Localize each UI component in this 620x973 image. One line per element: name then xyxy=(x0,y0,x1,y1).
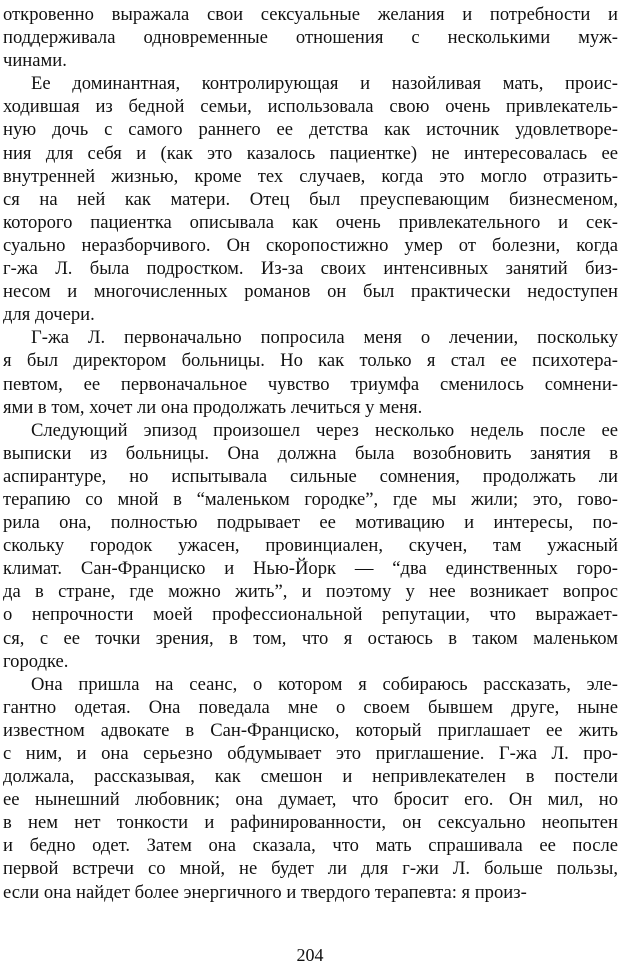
text-line: Следующий эпизод произошел через несколько недель после ее xyxy=(31,419,618,441)
text-line: первой встречи со мной, не будет ли для г-жи Л. больше пользы, xyxy=(3,858,618,880)
text-line: ями в том, хочет ли она продолжать лечиться у меня. xyxy=(3,396,423,418)
paragraph xyxy=(3,326,618,418)
text-line: которого пациентка описывала как очень привлекательного и сек- xyxy=(3,211,618,233)
text-line: несом и многочисленных романов он был практически недоступен xyxy=(3,281,618,303)
text-line: г-жа Л. была подростком. Из-за своих интенсивных занятий биз- xyxy=(3,258,618,280)
text-line: скольку городок ужасен, провинциален, скучен, там ужасный xyxy=(3,535,618,557)
paragraph xyxy=(3,419,618,673)
text-line: городке. xyxy=(3,650,69,672)
page-text xyxy=(3,3,618,904)
text-line: ся, с ее точки зрения, в том, что я остаюсь в таком маленьком xyxy=(3,627,618,649)
text-line: ходившая из бедной семьи, использовала свою очень привлекатель- xyxy=(3,96,618,118)
text-line: внутренней жизнью, кроме тех случаев, когда это могло отразить- xyxy=(3,165,618,187)
text-line: гантно одетая. Она поведала мне о своем бывшем друге, ныне xyxy=(3,696,618,718)
text-line: ее нынешний любовник; она думает, что бросит его. Он мил, но xyxy=(3,789,618,811)
text-line: суально неразборчивого. Он скоропостижно умер от болезни, когда xyxy=(3,234,618,256)
text-line: я был директором больницы. Но как только я стал ее психотера- xyxy=(3,350,618,372)
text-line: Ее доминантная, контролирующая и назойливая мать, проис- xyxy=(31,73,618,95)
text-line: известном адвокате в Сан-Франциско, который приглашает ее жить xyxy=(3,719,618,741)
text-line: поддерживала одновременные отношения с несколькими муж- xyxy=(3,27,618,49)
text-line: и бедно одет. Затем она сказала, что мать спрашивала ее после xyxy=(3,835,618,857)
text-line: терапию со мной в “маленьком городке”, где мы жили; это, гово- xyxy=(3,488,618,510)
text-line: откровенно выражала свои сексуальные желания и потребности и xyxy=(3,4,618,25)
text-line: да в стране, где можно жить”, и поэтому у нее возникает вопрос xyxy=(3,581,618,603)
text-line: должала, рассказывая, как смешон и непривлекателен в постели xyxy=(3,766,618,788)
text-line: Она пришла на сеанс, о котором я собираюсь рассказать, эле- xyxy=(31,673,618,695)
paragraph xyxy=(3,72,618,326)
text-line: если она найдет более энергичного и твердого терапевта: я произ- xyxy=(3,881,527,903)
text-line: аспирантуре, но испытывала сильные сомнения, продолжать ли xyxy=(3,465,618,487)
text-line: рила она, полностью подрывает ее мотивацию и интересы, по- xyxy=(3,512,618,534)
text-line: Г-жа Л. первоначально попросила меня о лечении, поскольку xyxy=(31,327,618,349)
paragraph xyxy=(3,673,618,904)
text-line: климат. Сан-Франциско и Нью-Йорк — “два единственных горо- xyxy=(3,558,618,580)
text-line: ся на ней как матери. Отец был преуспевающим бизнесменом, xyxy=(3,188,618,210)
text-line: ную дочь с самого раннего ее детства как источник удовлетворе- xyxy=(3,119,618,141)
text-line: о непрочности моей профессиональной репутации, что выражает- xyxy=(3,604,618,626)
text-line: для дочери. xyxy=(3,304,95,326)
text-line: с ним, и она серьезно обдумывает это приглашение. Г-жа Л. про- xyxy=(3,743,618,764)
text-line: выписки из больницы. Она должна была возобновить занятия в xyxy=(3,442,618,464)
text-line: в нем нет тонкости и рафинированности, он сексуально неопытен xyxy=(3,812,618,834)
text-line: ния для себя и (как это казалось пациентке) не интересовалась ее xyxy=(3,142,618,164)
text-line: певтом, ее первоначальное чувство триумфа сменилось сомнени- xyxy=(3,373,618,395)
text-line: чинами. xyxy=(3,50,67,72)
paragraph xyxy=(3,3,618,72)
page-number: 204 xyxy=(296,945,324,965)
